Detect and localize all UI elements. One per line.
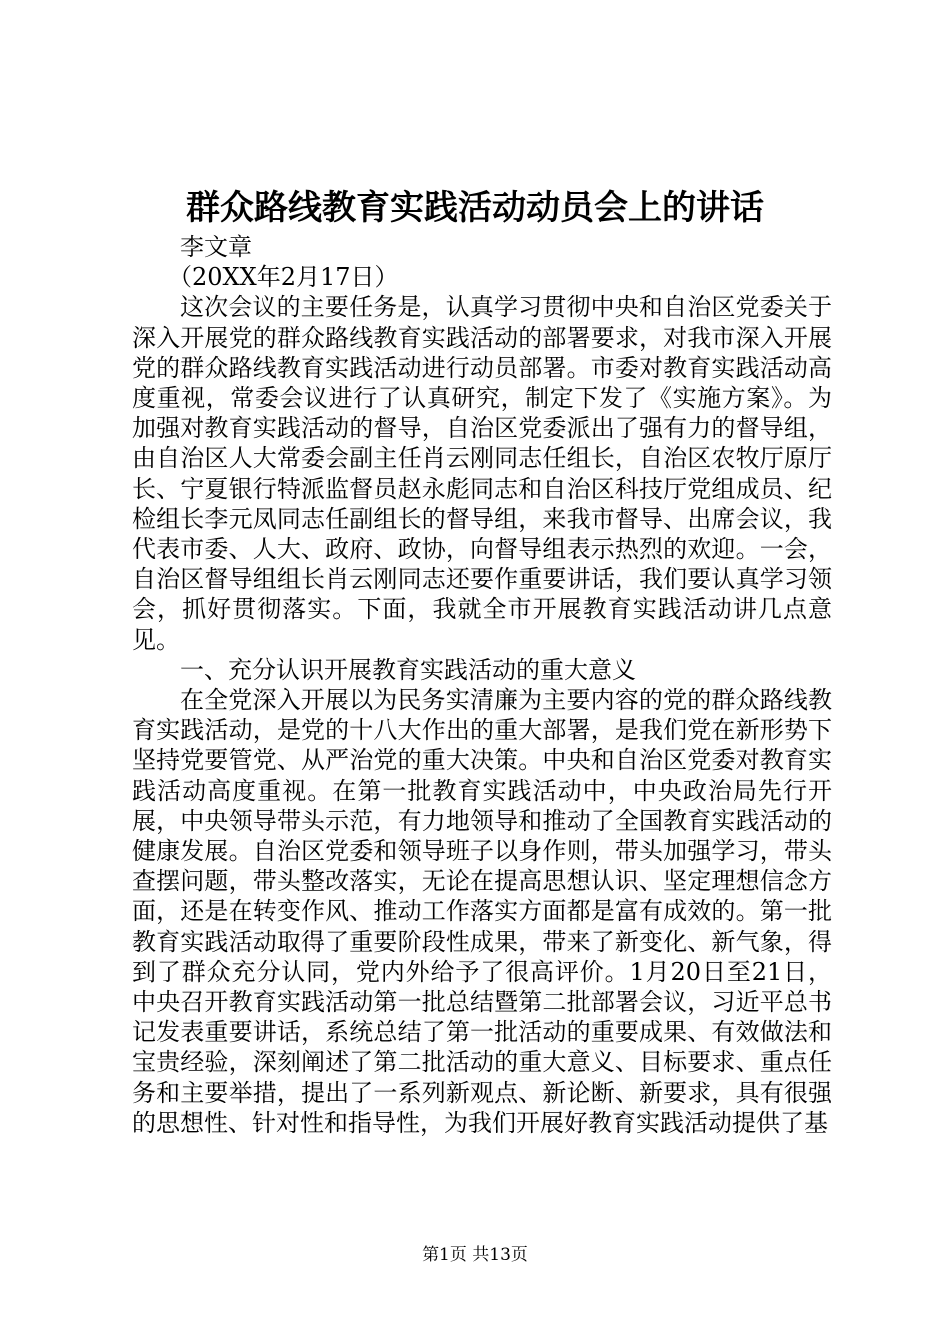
document-title: 群众路线教育实践活动动员会上的讲话 [186, 188, 764, 228]
document-body [132, 232, 832, 1138]
author-name: 李文章 [180, 233, 252, 261]
speech-date: （20XX年2月17日） [168, 263, 399, 292]
paragraph-intro: 这次会议的主要任务是，认真学习贯彻中央和自治区党委关于深入开展党的群众路线教育实践活动的部署要求，对我市深入开展党的群众路线教育实践活动进行动员部署。市委对教育实践活动高度重视，常委会议进行了认真研究，制定下发了《实施方案》。为加强对教育实践活动的督导，自治区党委派出了强有力的督导组，由自治区人大常委会副主任肖云刚同志任组长，自治区农牧厅原厅长、宁夏银行特派监督员赵永彪同志和自治区科技厅党组成员、纪检组长李元凤同志任副组长的督导组，来我市督导、出席会议，我代表市委、人大、政府、政协，向督导组表示热烈的欢迎。一会，自治区督导组组长肖云刚同志还要作重要讲话，我们要认真学习领会，抓好贯彻落实。下面，我就全市开展教育实践活动讲几点意见。 [132, 293, 832, 654]
paragraph-significance: 在全党深入开展以为民务实清廉为主要内容的党的群众路线教育实践活动，是党的十八大作出的重大部署，是我们党在新形势下坚持党要管党、从严治党的重大决策。中央和自治区党委对教育实践活动高度重视。在第一批教育实践活动中，中央政治局先行开展，中央领导带头示范，有力地领导和推动了全国教育实践活动的健康发展。自治区党委和领导班子以身作则，带头加强学习，带头查摆问题，带头整改落实，无论在提高思想认识、坚定理想信念方面，还是在转变作风、推动工作落实方面都是富有成效的。第一批教育实践活动取得了重要阶段性成果，带来了新变化、新气象，得到了群众充分认同，党内外给予了很高评价。1月20日至21日，中央召开教育实践活动第一批总结暨第二批部署会议，习近平总书记发表重要讲话，系统总结了第一批活动的重要成果、有效做法和宝贵经验，深刻阐述了第二批活动的重大意义、目标要求、重点任务和主要举措，提出了一系列新观点、新论断、新要求，具有很强的思想性、针对性和指导性，为我们开展好教育实践活动提供了基 [132, 686, 832, 1137]
section-heading-1: 一、充分认识开展教育实践活动的重大意义 [180, 655, 636, 684]
page-footer: 第1页 共13页 [422, 1245, 528, 1265]
